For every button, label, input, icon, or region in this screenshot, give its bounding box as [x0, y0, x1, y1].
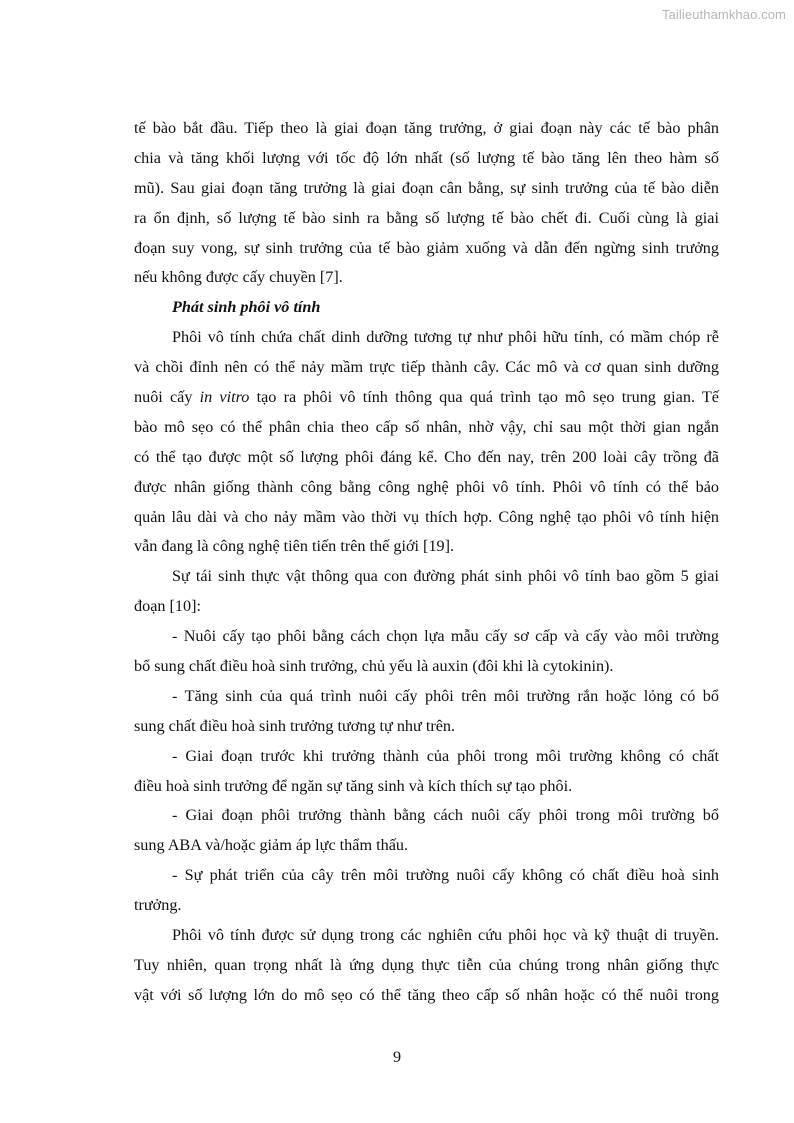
section-heading: Phát sinh phôi vô tính — [172, 298, 321, 317]
page-number: 9 — [392, 1048, 402, 1066]
text-line: có thể tạo được một số lượng phôi đáng kể. Cho đến nay, trên 200 loài cây trồng đã — [134, 447, 719, 466]
document-body — [134, 114, 719, 1011]
text-line — [134, 383, 719, 413]
list-item-line: - Giai đoạn trước khi trưởng thành của phôi trong môi trường không có chất — [172, 746, 719, 765]
list-item-line: trưởng. — [134, 896, 182, 915]
text-line: vẫn đang là công nghệ tiên tiến trên thế giới [19]. — [134, 537, 455, 556]
text-line: Sự tái sinh thực vật thông qua con đường phát sinh phôi vô tính bao gồm 5 giai — [172, 567, 719, 586]
text-line: tế bào bắt đầu. Tiếp theo là giai đoạn tăng trưởng, ở giai đoạn này các tế bào phân — [134, 119, 719, 137]
text-line: đoạn [10]: — [134, 597, 201, 616]
text-line: vật với số lượng lớn do mô sẹo có thể tăng theo cấp số nhân hoặc có thể nuôi trong — [134, 985, 719, 1004]
list-item-line: sung ABA và/hoặc giảm áp lực thẩm thấu. — [134, 836, 409, 855]
list-item-line: - Nuôi cấy tạo phôi bằng cách chọn lựa mẫu cấy sơ cấp và cấy vào môi trường — [172, 627, 719, 646]
text-line: mũ). Sau giai đoạn tăng trưởng là giai đoạn cân bằng, sự sinh trưởng của tế bào diễn — [134, 178, 719, 197]
list-item-line: bổ sung chất điều hoà sinh trưởng, chủ yếu là auxin (đôi khi là cytokinin). — [134, 657, 614, 676]
list-item-line: - Sự phát triển của cây trên môi trường nuôi cấy không có chất điều hoà sinh — [172, 866, 719, 885]
list-item-line: - Tăng sinh của quá trình nuôi cấy phôi trên môi trường rắn hoặc lỏng có bổ — [172, 686, 719, 705]
text-line: Tuy nhiên, quan trọng nhất là ứng dụng thực tiễn của chúng trong nhân giống thực — [134, 955, 719, 974]
list-item-line: - Giai đoạn phôi trưởng thành bằng cách nuôi cấy phôi trong môi trường bổ — [172, 806, 719, 825]
list-item-line: điều hoà sinh trưởng để ngăn sự tăng sinh và kích thích sự tạo phôi. — [134, 776, 573, 795]
text-line: và chồi đỉnh nên có thể nảy mầm trực tiếp thành cây. Các mô và cơ quan sinh dưỡng — [134, 358, 719, 377]
text-line: ra ổn định, số lượng tế bào sinh ra bằng số lượng tế bào chết đi. Cuối cùng là giai — [134, 208, 719, 227]
italic-term: in vitro — [199, 388, 250, 407]
text-fragment: nuôi cấy — [134, 388, 200, 407]
text-line: đoạn suy vong, sự sinh trưởng của tế bào giảm xuống và dẫn đến ngừng sinh trưởng — [134, 238, 719, 257]
text-line: được nhân giống thành công bằng công nghệ phôi vô tính. Phôi vô tính có thể bảo — [134, 477, 719, 496]
text-line: Phôi vô tính được sử dụng trong các nghiên cứu phôi học và kỹ thuật di truyền. — [172, 926, 719, 945]
text-line: nếu không được cấy chuyền [7]. — [134, 268, 343, 287]
text-fragment: tạo ra phôi vô tính thông qua quá trình tạo mô sẹo trung gian. Tế — [249, 388, 719, 407]
text-line: Phôi vô tính chứa chất dinh dưỡng tương tự như phôi hữu tính, có mầm chóp rễ — [172, 328, 719, 347]
list-item-line: sung chất điều hoà sinh trưởng tương tự như trên. — [134, 716, 456, 735]
text-line: bào mô sẹo có thể phân chia theo cấp số nhân, nhờ vậy, chỉ sau một thời gian ngắn — [134, 417, 719, 436]
text-line: quản lâu dài và cho nảy mầm vào thời vụ thích hợp. Công nghệ tạo phôi vô tính hiện — [134, 507, 719, 526]
watermark: Tailieuthamkhao.com — [661, 7, 786, 22]
text-line: chia và tăng khối lượng với tốc độ lớn nhất (số lượng tế bào tăng lên theo hàm số — [134, 148, 719, 167]
